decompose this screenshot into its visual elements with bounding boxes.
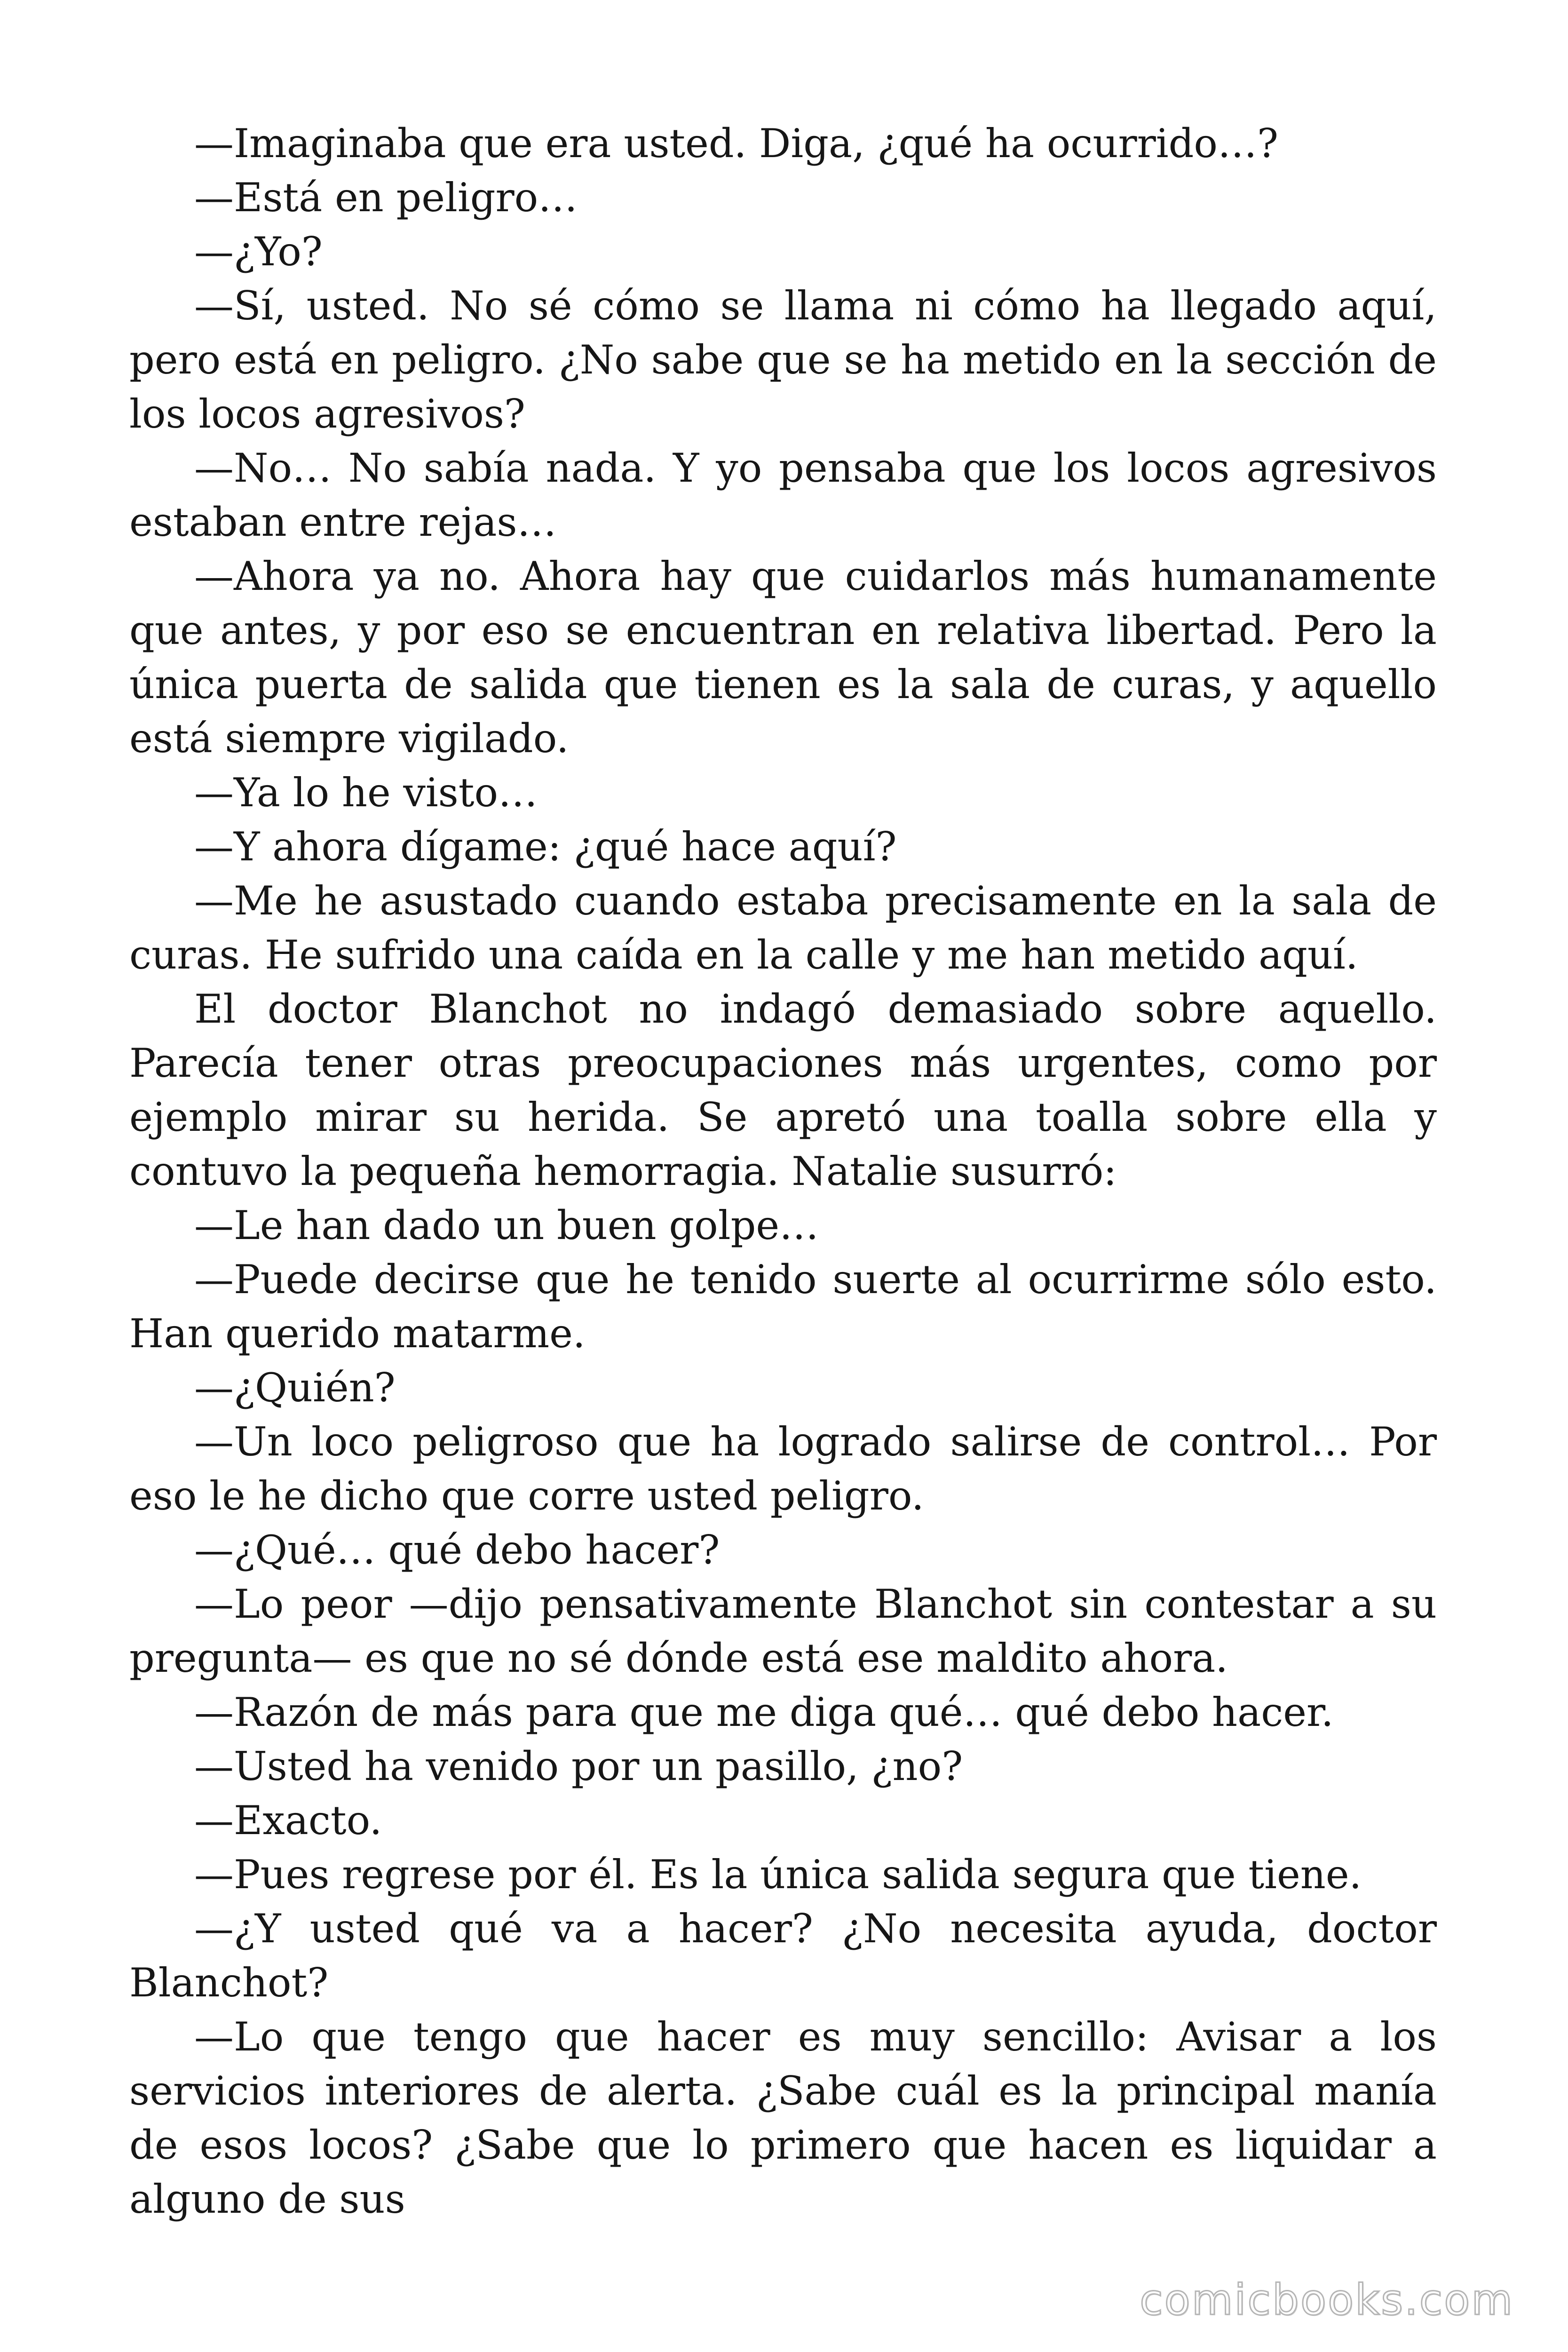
paragraph: —Imaginaba que era usted. Diga, ¿qué ha ocurrido…? [194, 120, 1278, 167]
paragraph: —¿Y usted qué va a hacer? ¿No necesita ayuda, doctor Blanchot? [129, 1906, 1437, 2006]
watermark: comicbooks.com [1140, 2275, 1514, 2325]
paragraph: —Ahora ya no. Ahora hay que cuidarlos más humanamente que antes, y por eso se encuentran en relativa libertad. Pero la única puerta de salida que tienen es la sala de curas, y aquello está siempre vigilado. [129, 553, 1437, 762]
paragraph: —¿Quién? [194, 1365, 396, 1411]
paragraph: —Me he asustado cuando estaba precisamente en la sala de curas. He sufrido una caída en la calle y me han metido aquí. [129, 878, 1437, 978]
paragraph: —Lo que tengo que hacer es muy sencillo: Avisar a los servicios interiores de alerta. ¿Sabe cuál es la principal manía de esos locos? ¿Sabe que lo primero que hacen es liquidar a alguno de sus [129, 2014, 1437, 2222]
paragraph: —Y ahora dígame: ¿qué hace aquí? [194, 824, 897, 870]
paragraph: —¿Yo? [194, 229, 323, 275]
paragraph: —Ya lo he visto… [194, 770, 538, 816]
paragraph: —Razón de más para que me diga qué… qué debo hacer. [194, 1689, 1334, 1735]
paragraph: El doctor Blanchot no indagó demasiado sobre aquello. Parecía tener otras preocupaciones más urgentes, como por ejemplo mirar su herida. Se apretó una toalla sobre ella y contuvo la pequeña hemorragia. Natalie susurró: [129, 986, 1437, 1194]
paragraph: —Un loco peligroso que ha logrado salirse de control… Por eso le he dicho que corre usted peligro. [129, 1419, 1437, 1519]
paragraph: —Exacto. [194, 1797, 382, 1843]
paragraph: —Pues regrese por él. Es la única salida segura que tiene. [194, 1851, 1362, 1898]
paragraph: —No… No sabía nada. Y yo pensaba que los locos agresivos estaban entre rejas… [129, 445, 1437, 545]
paragraph: —Le han dado un buen golpe… [194, 1202, 819, 1248]
paragraph: —Lo peor —dijo pensativamente Blanchot sin contestar a su pregunta— es que no sé dónde está ese maldito ahora. [129, 1581, 1437, 1681]
paragraph: —Está en peligro… [194, 175, 578, 221]
paragraph: —¿Qué… qué debo hacer? [194, 1527, 720, 1573]
paragraph: —Sí, usted. No sé cómo se llama ni cómo ha llegado aquí, pero está en peligro. ¿No sabe que se ha metido en la sección de los locos agresivos? [129, 283, 1437, 437]
paragraph: —Usted ha venido por un pasillo, ¿no? [194, 1743, 963, 1789]
paragraph: —Puede decirse que he tenido suerte al ocurrirme sólo esto. Han querido matarme. [129, 1256, 1437, 1357]
body-text [129, 117, 1437, 2226]
